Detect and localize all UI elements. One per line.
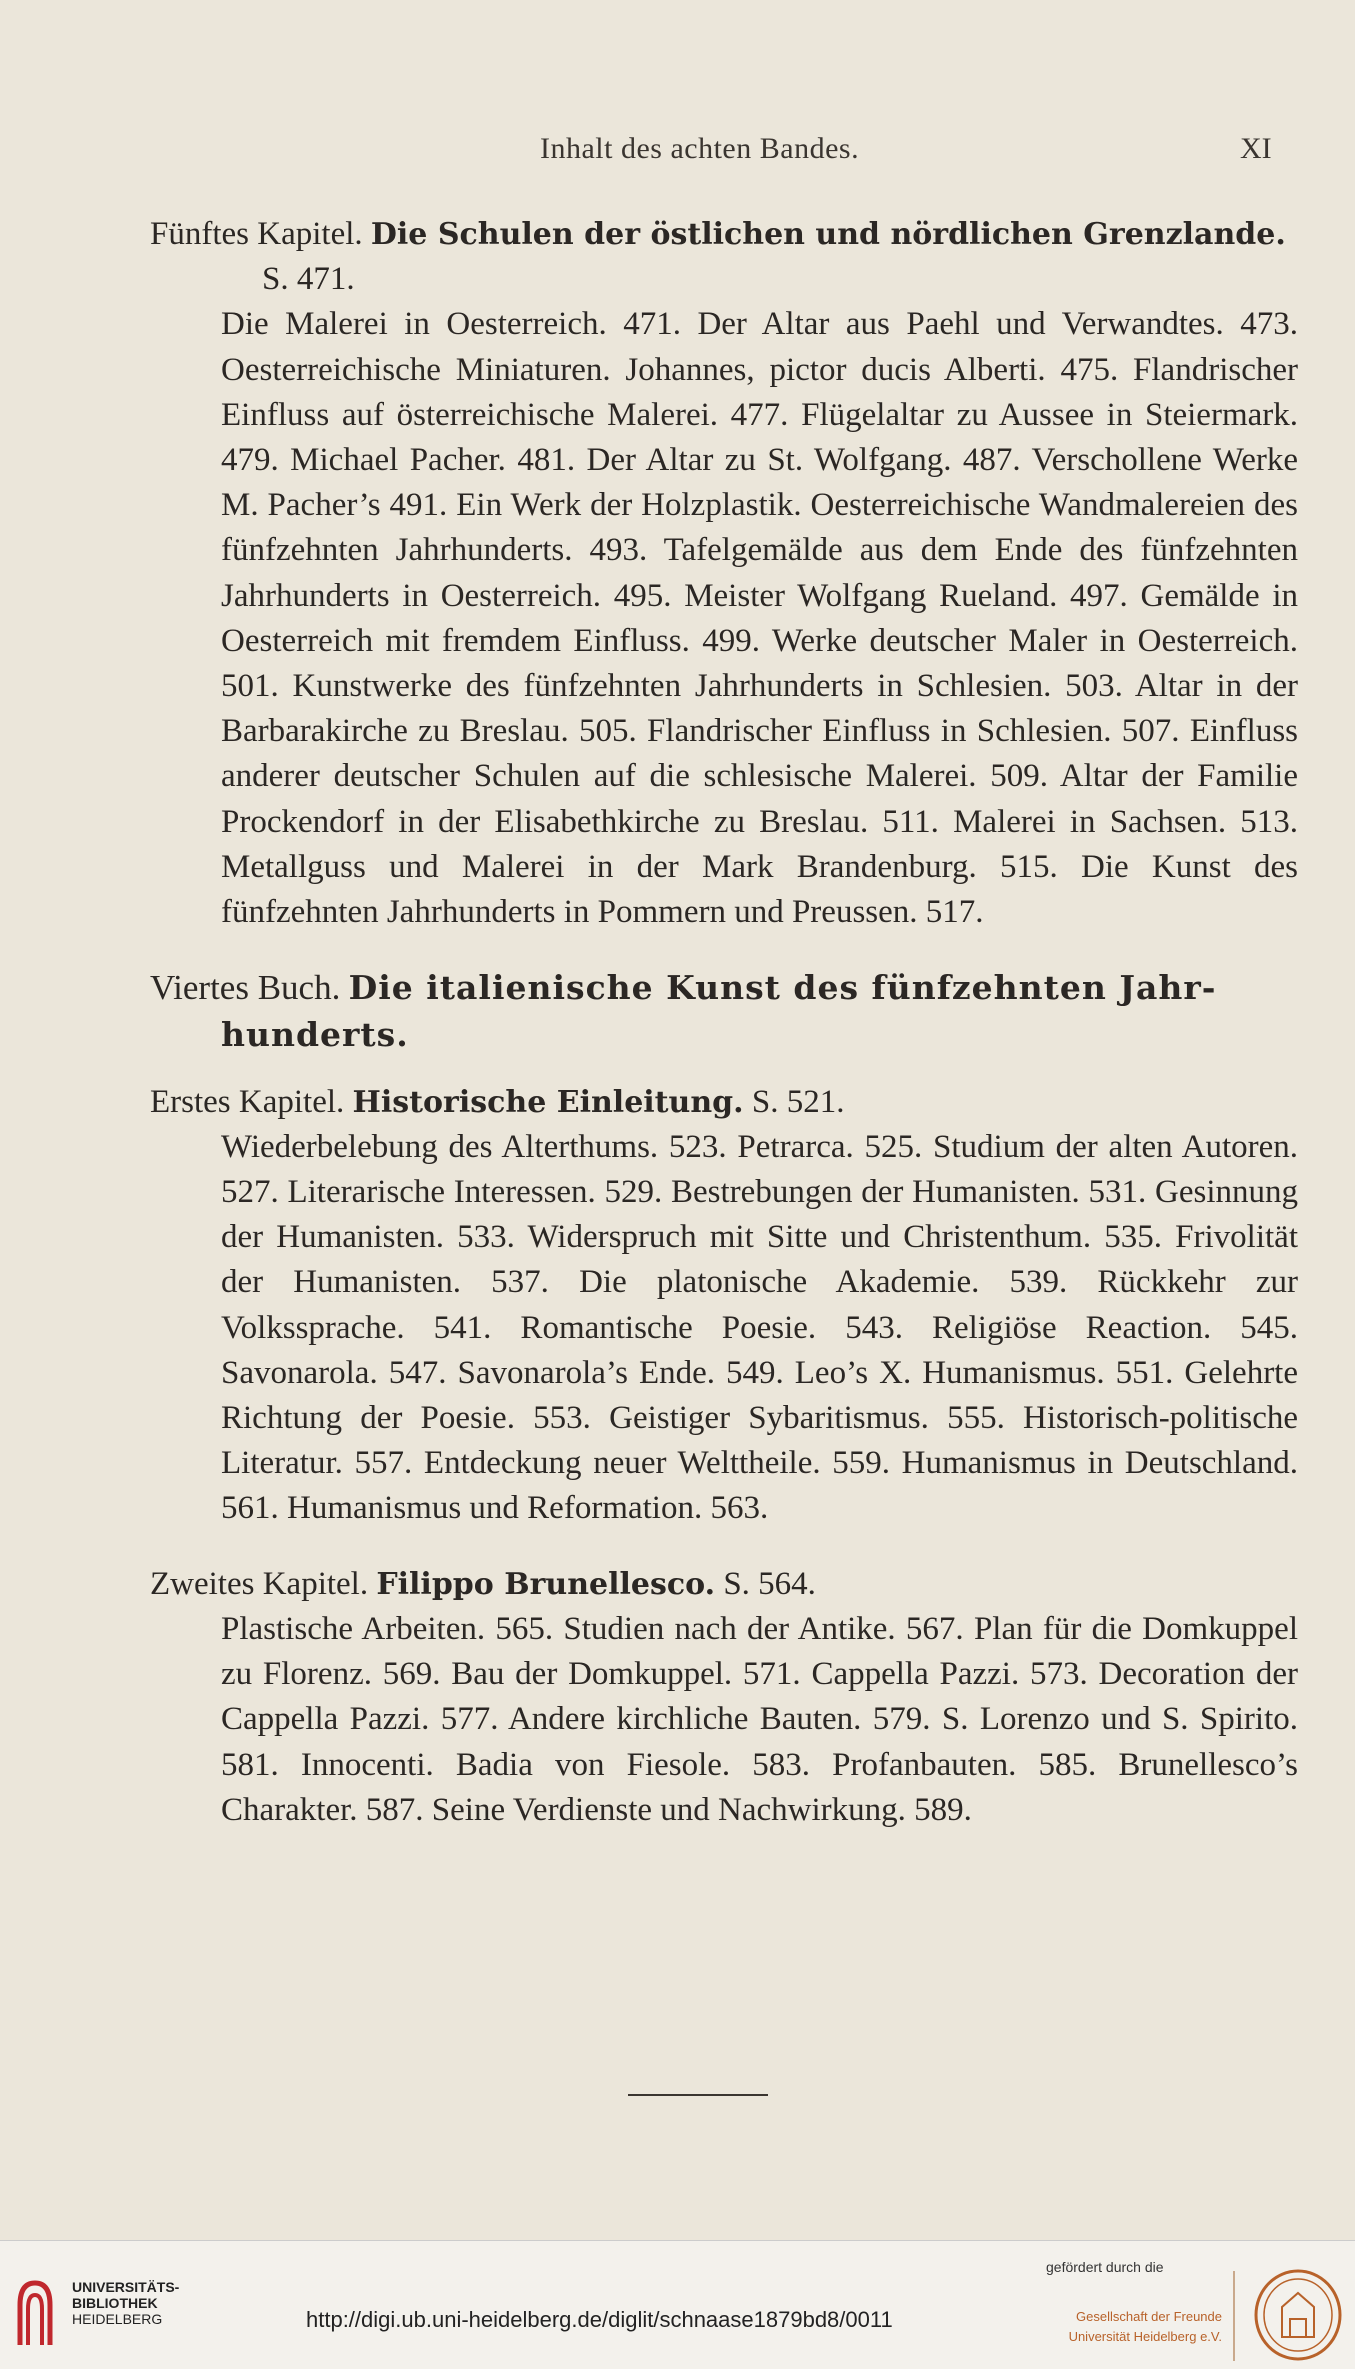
chapter-contents: Die Malerei in Oesterreich. 471. Der Altar aus Paehl und Verwandtes. 473. Oesterreichische Miniaturen. Johannes, pictor ducis Alberti. 475. Flandrischer Einfluss auf österreichische Malerei. 477. Flügelaltar zu Aussee in Steiermark. 479. Michael Pacher. 481. Der Altar zu St. Wolfgang. 487. Verschollene Werke M. Pacher’s 491. Ein Werk der Holzplastik. Oesterreichische Wandmalereien des fünfzehnten Jahrhunderts. 493. Tafelgemälde aus dem Ende des fünfzehnten Jahrhunderts in Oesterreich. 495. Meister Wolfgang Rueland. 497. Gemälde in Oesterreich mit fremdem Einfluss. 499. Werke deutscher Maler in Oesterreich. 501. Kunstwerke des fünfzehnten Jahrhunderts in Schlesien. 503. Altar in der Barbarakirche zu Breslau. 505. Flandrischer Einfluss in Schlesien. 507. Einfluss anderer deutscher Schulen auf die schlesische Malerei. 509. Altar der Familie Prockendorf in der Elisabethkirche zu Breslau. 511. Malerei in Sachsen. 513. Metallguss und Malerei in der Mark Brandenburg. 515. Die Kunst des fünfzehnten Jahrhunderts in Pommern und Preussen. 517. [221, 306, 1298, 931]
chapter-heading-1 [150, 1080, 1298, 1125]
library-name: UNIVERSITÄTS- BIBLIOTHEK HEIDELBERG [72, 2279, 180, 2327]
book-label: Viertes Buch. [150, 968, 341, 1008]
divider [1233, 2271, 1235, 2361]
university-seal-icon [1252, 2267, 1344, 2363]
book-heading [150, 965, 1298, 1057]
chapter-heading-2 [150, 1562, 1298, 1607]
chapter-page: S. 521. [751, 1083, 845, 1120]
chapter-contents: Plastische Arbeiten. 565. Studien nach der Antike. 567. Plan für die Domkuppel zu Florenz. 569. Bau der Domkuppel. 571. Cappella Pazzi. 573. Decoration der Cappella Pazzi. 577. Andere kirchliche Bauten. 579. S. Lorenzo und S. Spirito. 581. Innocenti. Badia von Fiesole. 583. Profanbauten. 585. Brunellesco’s Charakter. 587. Seine Verdienste und Nachwirkung. 589. [221, 1610, 1298, 1828]
chapter-page: S. 471. [262, 261, 355, 298]
chapter-title: Die Schulen der östlichen und nördlichen Grenzlande. [370, 217, 1286, 252]
table-of-contents [150, 212, 1298, 1833]
page-number: XI [1240, 132, 1272, 165]
book-title: Die italienische Kunst des fünfzehnten Jahr- [348, 968, 1217, 1008]
chapter-title: Historische Einleitung. [352, 1084, 744, 1120]
digital-library-footer [0, 2240, 1355, 2369]
book-title-continued: hunderts. [221, 1015, 409, 1055]
chapter-label: Fünftes Kapitel. [150, 216, 363, 252]
sponsor-name: Gesellschaft der Freunde Universität Heidelberg e.V. [1068, 2309, 1222, 2344]
chapter-heading-5 [150, 212, 1298, 302]
library-logo-icon [12, 2275, 58, 2351]
chapter-label: Erstes Kapitel. [150, 1083, 345, 1120]
closing-rule [628, 2094, 768, 2096]
chapter-label: Zweites Kapitel. [150, 1565, 369, 1602]
running-head-title: Inhalt des achten Bandes. [540, 132, 860, 165]
running-head [0, 132, 1355, 172]
chapter-title: Filippo Brunellesco. [376, 1566, 716, 1602]
chapter-page: S. 564. [723, 1565, 816, 1602]
permalink-url[interactable]: http://digi.ub.uni-heidelberg.de/diglit/schnaase1879bd8/0011 [306, 2307, 893, 2332]
chapter-contents: Wiederbelebung des Alterthums. 523. Petrarca. 525. Studium der alten Autoren. 527. Literarische Interessen. 529. Bestrebungen der Humanisten. 531. Gesinnung der Humanisten. 533. Widerspruch mit Sitte und Christenthum. 535. Frivolität der Humanisten. 537. Die platonische Akademie. 539. Rückkehr zur Volkssprache. 541. Romantische Poesie. 543. Religiöse Reaction. 545. Savonarola. 547. Savonarola’s Ende. 549. Leo’s X. Humanismus. 551. Gelehrte Richtung der Poesie. 553. Geistiger Sybaritismus. 555. Historisch-politische Literatur. 557. Entdeckung neuer Welttheile. 559. Humanismus in Deutschland. 561. Humanismus und Reformation. 563. [221, 1128, 1298, 1527]
sponsor-label: gefördert durch die [1046, 2259, 1164, 2275]
